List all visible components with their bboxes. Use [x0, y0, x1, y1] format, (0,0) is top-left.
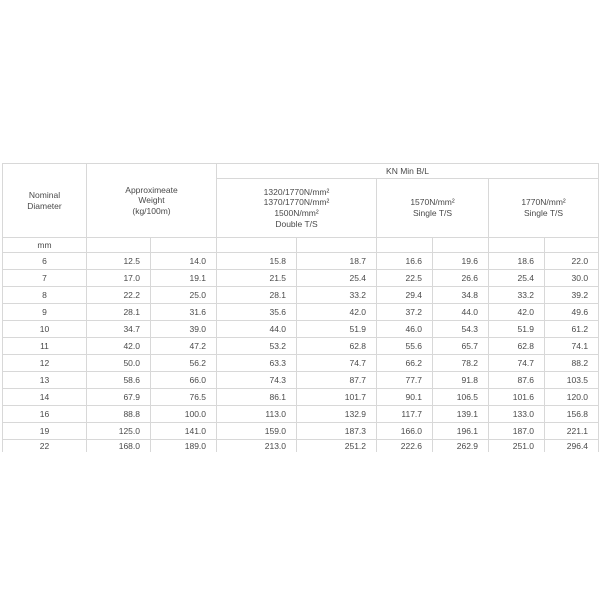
value-cell: 54.3: [433, 321, 489, 338]
kn-min-bl-header: KN Min B/L: [217, 164, 599, 179]
value-cell: 106.5: [433, 389, 489, 406]
value-cell: 34.7: [87, 321, 151, 338]
value-cell: 62.8: [489, 338, 545, 355]
empty-cell: [433, 238, 489, 253]
value-cell: 15.8: [217, 253, 297, 270]
value-cell: 113.0: [217, 406, 297, 423]
diameter-cell: 12: [3, 355, 87, 372]
value-cell: 61.2: [545, 321, 599, 338]
value-cell: 33.2: [297, 287, 377, 304]
value-cell: 30.0: [545, 270, 599, 287]
nominal-diameter-header: Nominal Diameter: [3, 164, 87, 238]
approx-weight-header: Approximeate Weight (kg/100m): [87, 164, 217, 238]
value-cell: 120.0: [545, 389, 599, 406]
value-cell: 44.0: [217, 321, 297, 338]
table-row: [3, 423, 599, 440]
unit-row: [3, 238, 599, 253]
value-cell: 90.1: [377, 389, 433, 406]
value-cell: 16.6: [377, 253, 433, 270]
value-cell: 33.2: [489, 287, 545, 304]
value-cell: 125.0: [87, 423, 151, 440]
value-cell: 51.9: [489, 321, 545, 338]
value-cell: 67.9: [87, 389, 151, 406]
diameter-cell: 22: [3, 440, 87, 453]
table-row: [3, 304, 599, 321]
value-cell: 133.0: [489, 406, 545, 423]
value-cell: 100.0: [151, 406, 217, 423]
table-row: [3, 338, 599, 355]
value-cell: 141.0: [151, 423, 217, 440]
value-cell: 222.6: [377, 440, 433, 453]
table-row: [3, 406, 599, 423]
table-row: [3, 389, 599, 406]
value-cell: 251.0: [489, 440, 545, 453]
value-cell: 49.6: [545, 304, 599, 321]
value-cell: 262.9: [433, 440, 489, 453]
empty-cell: [217, 238, 297, 253]
diameter-cell: 8: [3, 287, 87, 304]
value-cell: 196.1: [433, 423, 489, 440]
value-cell: 18.7: [297, 253, 377, 270]
double-ts-header: 1320/1770N/mm² 1370/1770N/mm² 1500N/mm² Double T/S: [217, 179, 377, 238]
value-cell: 101.6: [489, 389, 545, 406]
table-row: [3, 253, 599, 270]
table-row: [3, 355, 599, 372]
value-cell: 31.6: [151, 304, 217, 321]
table-row: [3, 270, 599, 287]
value-cell: 139.1: [433, 406, 489, 423]
value-cell: 29.4: [377, 287, 433, 304]
value-cell: 17.0: [87, 270, 151, 287]
value-cell: 168.0: [87, 440, 151, 453]
value-cell: 76.5: [151, 389, 217, 406]
value-cell: 187.0: [489, 423, 545, 440]
value-cell: 25.4: [297, 270, 377, 287]
value-cell: 34.8: [433, 287, 489, 304]
value-cell: 22.5: [377, 270, 433, 287]
value-cell: 87.7: [297, 372, 377, 389]
diameter-cell: 13: [3, 372, 87, 389]
value-cell: 21.5: [217, 270, 297, 287]
value-cell: 28.1: [87, 304, 151, 321]
empty-cell: [489, 238, 545, 253]
value-cell: 18.6: [489, 253, 545, 270]
value-cell: 50.0: [87, 355, 151, 372]
diameter-cell: 10: [3, 321, 87, 338]
empty-cell: [151, 238, 217, 253]
empty-cell: [377, 238, 433, 253]
value-cell: 19.6: [433, 253, 489, 270]
value-cell: 74.7: [297, 355, 377, 372]
table-row: [3, 372, 599, 389]
diameter-cell: 14: [3, 389, 87, 406]
value-cell: 35.6: [217, 304, 297, 321]
value-cell: 189.0: [151, 440, 217, 453]
empty-cell: [297, 238, 377, 253]
value-cell: 87.6: [489, 372, 545, 389]
value-cell: 58.6: [87, 372, 151, 389]
diameter-cell: 6: [3, 253, 87, 270]
diameter-cell: 9: [3, 304, 87, 321]
table-row: [3, 287, 599, 304]
diameter-cell: 19: [3, 423, 87, 440]
value-cell: 42.0: [87, 338, 151, 355]
value-cell: 14.0: [151, 253, 217, 270]
value-cell: 51.9: [297, 321, 377, 338]
value-cell: 251.2: [297, 440, 377, 453]
diameter-cell: 11: [3, 338, 87, 355]
value-cell: 62.8: [297, 338, 377, 355]
diameter-cell: 16: [3, 406, 87, 423]
value-cell: 28.1: [217, 287, 297, 304]
single-ts-1770-header: 1770N/mm² Single T/S: [489, 179, 599, 238]
value-cell: 56.2: [151, 355, 217, 372]
table-row: [3, 440, 599, 453]
value-cell: 25.0: [151, 287, 217, 304]
value-cell: 74.7: [489, 355, 545, 372]
value-cell: 42.0: [489, 304, 545, 321]
value-cell: 39.2: [545, 287, 599, 304]
value-cell: 42.0: [297, 304, 377, 321]
table-row: [3, 321, 599, 338]
value-cell: 12.5: [87, 253, 151, 270]
value-cell: 103.5: [545, 372, 599, 389]
value-cell: 22.2: [87, 287, 151, 304]
value-cell: 55.6: [377, 338, 433, 355]
single-ts-1570-header: 1570N/mm² Single T/S: [377, 179, 489, 238]
value-cell: 53.2: [217, 338, 297, 355]
empty-cell: [87, 238, 151, 253]
value-cell: 156.8: [545, 406, 599, 423]
value-cell: 66.0: [151, 372, 217, 389]
value-cell: 91.8: [433, 372, 489, 389]
value-cell: 77.7: [377, 372, 433, 389]
value-cell: 39.0: [151, 321, 217, 338]
value-cell: 88.2: [545, 355, 599, 372]
value-cell: 74.1: [545, 338, 599, 355]
value-cell: 66.2: [377, 355, 433, 372]
diameter-cell: 7: [3, 270, 87, 287]
value-cell: 159.0: [217, 423, 297, 440]
value-cell: 74.3: [217, 372, 297, 389]
value-cell: 296.4: [545, 440, 599, 453]
unit-label: mm: [3, 238, 87, 253]
value-cell: 101.7: [297, 389, 377, 406]
value-cell: 19.1: [151, 270, 217, 287]
value-cell: 86.1: [217, 389, 297, 406]
value-cell: 132.9: [297, 406, 377, 423]
value-cell: 26.6: [433, 270, 489, 287]
value-cell: 88.8: [87, 406, 151, 423]
value-cell: 44.0: [433, 304, 489, 321]
value-cell: 166.0: [377, 423, 433, 440]
empty-cell: [545, 238, 599, 253]
rope-spec-table: [2, 163, 599, 452]
value-cell: 63.3: [217, 355, 297, 372]
value-cell: 117.7: [377, 406, 433, 423]
value-cell: 37.2: [377, 304, 433, 321]
value-cell: 78.2: [433, 355, 489, 372]
value-cell: 22.0: [545, 253, 599, 270]
value-cell: 65.7: [433, 338, 489, 355]
value-cell: 187.3: [297, 423, 377, 440]
value-cell: 46.0: [377, 321, 433, 338]
value-cell: 47.2: [151, 338, 217, 355]
value-cell: 221.1: [545, 423, 599, 440]
header-row-top: [3, 164, 599, 179]
value-cell: 25.4: [489, 270, 545, 287]
value-cell: 213.0: [217, 440, 297, 453]
